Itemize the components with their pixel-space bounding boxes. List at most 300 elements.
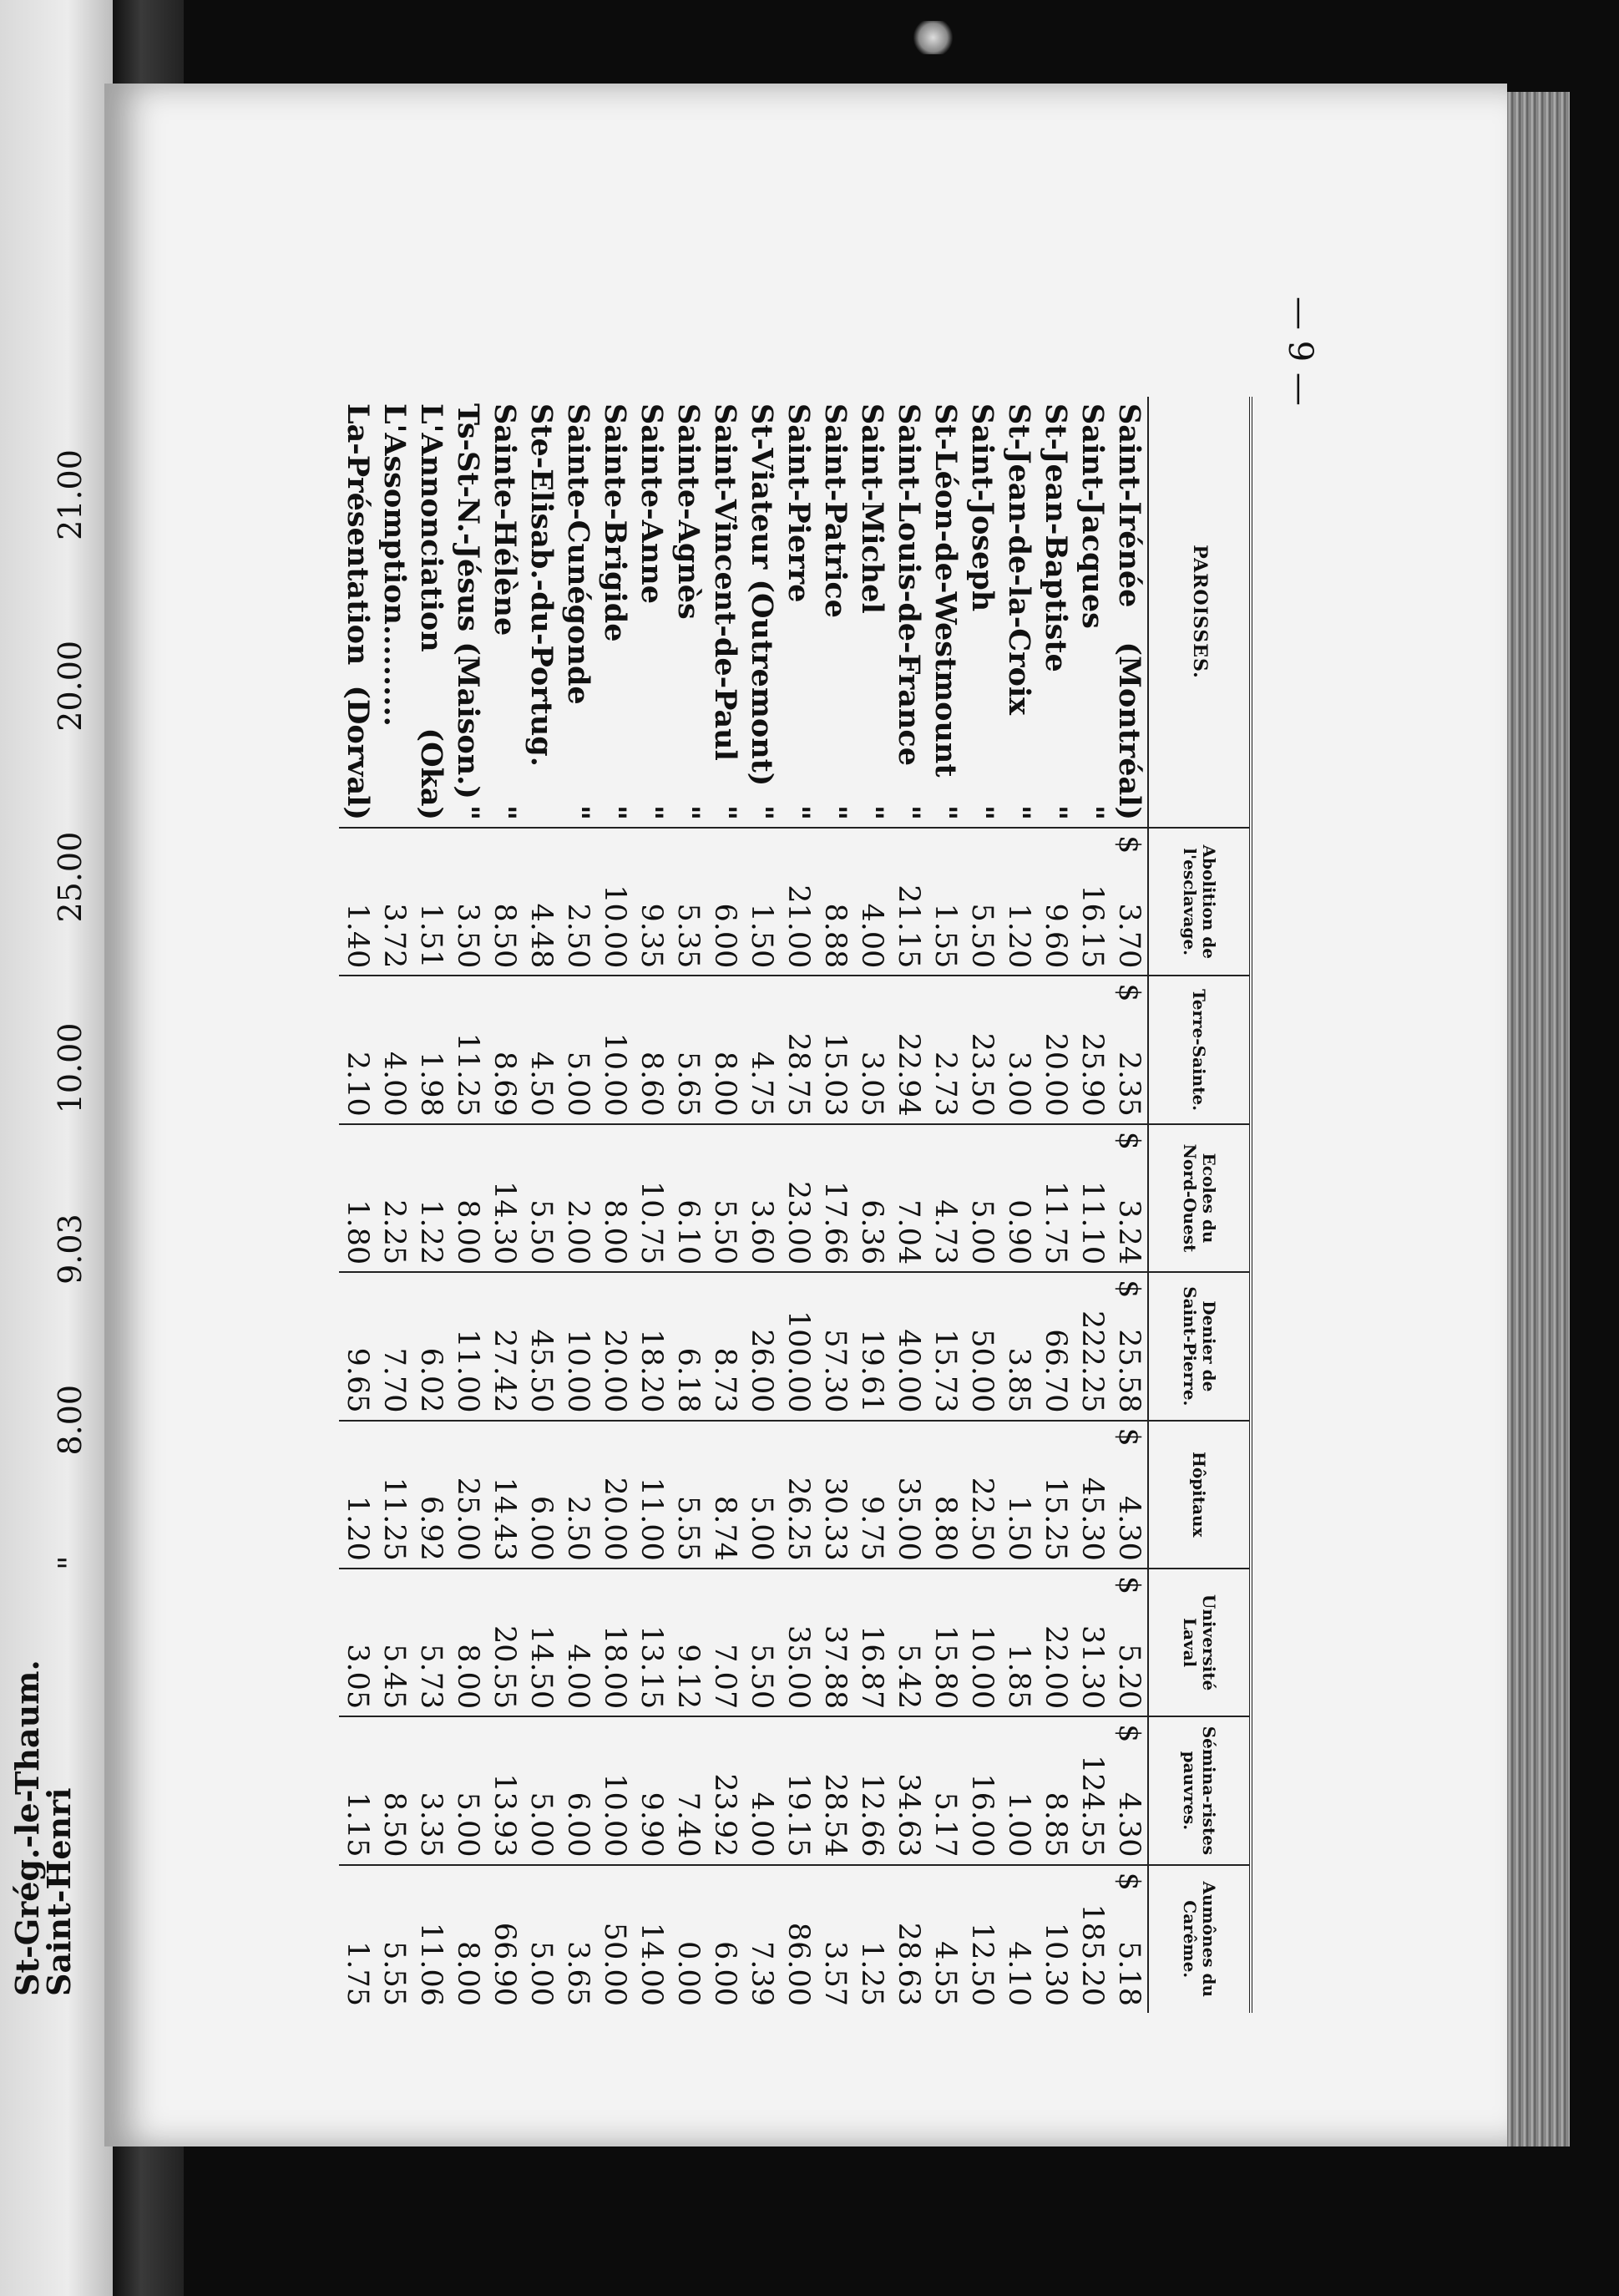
amount-value: 14.50 [524,1625,558,1710]
parish-cell [1037,397,1074,828]
amount-cell [412,828,449,976]
amount-cell [449,828,486,976]
amount-cell [1000,1716,1037,1864]
parish-cell [780,397,817,828]
amount-cell [743,828,780,976]
amount-cell [743,1124,780,1272]
amount-value: 17.66 [818,1180,852,1265]
amount-cell [376,1716,412,1864]
amount-cell [1037,1272,1074,1420]
amount-value: 4.50 [524,1051,558,1117]
parish-cell [1000,397,1037,828]
amount-cell [780,1272,817,1420]
amount-value: 5.65 [671,1051,705,1117]
amount-cell [853,1272,890,1420]
amount-value: 8.74 [708,1495,741,1561]
amount-value: 2.25 [377,1199,411,1265]
currency-symbol: $ [1112,1575,1146,1595]
table-row [1037,397,1074,2013]
amount-value: 22.00 [1039,1625,1072,1710]
amount-value: 14.00 [635,1922,668,2006]
currency-symbol: $ [1112,1427,1146,1447]
parish-cell [853,397,890,828]
currency-symbol: $ [1112,835,1146,854]
amount-cell [523,828,559,976]
amount-value: 50.00 [598,1922,631,2006]
amount-cell [1111,1272,1148,1420]
amount-value: 11.10 [1075,1180,1109,1265]
rotated-table-block [250,397,1252,2013]
amount-cell [633,828,670,976]
amount-cell [964,1865,1000,2013]
column-header: Aumônes du Carême. [1148,1865,1251,2013]
amount-cell [743,976,780,1123]
amount-cell [1111,976,1148,1123]
amount-cell [743,1272,780,1420]
amount-value: 10.00 [965,1625,999,1710]
amount-cell [890,976,927,1123]
amount-value: 21.00 [782,884,815,969]
parish-note: (Dorval) [341,685,375,821]
amount-cell [670,828,706,976]
previous-page-text [0,0,113,2296]
parish-cell [706,397,743,828]
amount-value: 1.75 [341,1941,374,2006]
currency-symbol: $ [1112,983,1146,1002]
amount-cell [1074,1124,1111,1272]
table-header-row [1148,397,1251,2013]
amount-cell [633,1569,670,1716]
parish-note: " [745,804,779,821]
amount-cell [1000,976,1037,1123]
amount-value: 4.48 [524,903,558,969]
amount-value: 6.00 [708,903,741,969]
parish-name: La-Présentation [341,403,375,666]
amount-value: 10.30 [1039,1922,1072,2006]
amount-cell [817,1716,853,1864]
amount-value: 6.92 [414,1495,448,1561]
page-number: — 9 — [1281,297,1319,406]
amount-cell [817,1569,853,1716]
amount-cell [706,1421,743,1569]
amount-value: 5.17 [928,1792,962,1858]
amount-cell [1037,1421,1074,1569]
amount-cell [633,1716,670,1864]
table-row [743,397,780,2013]
amount-cell [559,976,596,1123]
amount-cell [964,1124,1000,1272]
amount-cell [1074,1421,1111,1569]
amount-cell [339,1865,376,2013]
amount-value: 11.75 [1039,1180,1072,1265]
amount-value: 40.00 [892,1329,925,1413]
amount-cell [1111,828,1148,976]
amount-value: 100.00 [782,1310,815,1413]
amount-cell [670,1421,706,1569]
amount-cell [596,1124,633,1272]
amount-value: 18.20 [635,1329,668,1413]
amount-value: 3.85 [1002,1347,1035,1413]
amount-cell [1000,1124,1037,1272]
amount-cell [1111,1421,1148,1569]
amount-cell [853,1569,890,1716]
amount-value: 3.65 [561,1941,594,2006]
amount-value: 5.55 [377,1941,411,2006]
amount-cell [339,1421,376,1569]
parish-cell [1111,397,1148,828]
amount-value: 8.88 [818,903,852,969]
amount-value: 23.00 [782,1180,815,1265]
amount-value: 13.93 [488,1773,521,1858]
parish-note: " [928,804,963,821]
amount-cell [927,1865,964,2013]
amount-value: 1.22 [414,1199,448,1265]
amount-cell [670,1272,706,1420]
parish-name: Ts-St-N.-Jésus (Maison.) [451,403,485,799]
parish-name: Sainte-Cunégonde [561,403,595,705]
parish-note: " [965,804,999,821]
amount-cell [1037,976,1074,1123]
amount-value: 1.00 [1002,1792,1035,1858]
amount-value: 4.30 [1112,1495,1146,1561]
amount-cell [596,1569,633,1716]
amount-value: 5.35 [671,903,705,969]
amount-value: 21.15 [892,884,925,969]
amount-cell [706,1569,743,1716]
amount-value: 22.50 [965,1477,999,1561]
amount-value: 3.35 [414,1792,448,1858]
amount-cell [890,1865,927,2013]
parish-note: " [892,804,926,821]
amount-cell [1000,1569,1037,1716]
amount-value: 5.00 [524,1941,558,2006]
amount-value: 5.42 [892,1644,925,1710]
amount-cell [670,976,706,1123]
amount-cell [339,976,376,1123]
amount-cell [412,1124,449,1272]
parish-name: Sainte-Agnès [671,403,706,620]
amount-value: 3.72 [377,903,411,969]
amount-cell [1037,1716,1074,1864]
amount-cell [780,1124,817,1272]
amount-value: 11.25 [377,1477,411,1561]
amount-value: 1.25 [855,1941,888,2006]
table-row [817,397,853,2013]
amount-cell [817,1124,853,1272]
amount-cell [412,976,449,1123]
table-row [559,397,596,2013]
amount-value: 10.75 [635,1180,668,1265]
parish-name: Saint-Jacques [1075,403,1110,629]
amount-value: 5.00 [965,1199,999,1265]
amount-value: 3.60 [745,1199,778,1265]
table-row [670,397,706,2013]
amount-value: 5.50 [745,1644,778,1710]
amount-value: 14.30 [488,1180,521,1265]
amount-cell [486,1421,523,1569]
column-header: Denier de Saint-Pierre. [1148,1272,1251,1420]
amount-cell [964,1569,1000,1716]
parish-name: Saint-Irénée [1112,403,1146,608]
amount-value: 3.50 [451,903,484,969]
amount-value: 11.06 [414,1922,448,2006]
amount-cell [559,1421,596,1569]
amount-value: 15.73 [928,1329,962,1413]
table-row [964,397,1000,2013]
amount-value: 66.70 [1039,1329,1072,1413]
amount-value: 22.94 [892,1032,925,1117]
table-row [523,397,559,2013]
amount-cell [339,1569,376,1716]
amount-value: 26.25 [782,1477,815,1561]
amount-value: 20.00 [598,1477,631,1561]
amount-cell [559,1569,596,1716]
previous-page-values: "8.009.0310.0025.0020.0021.00 [52,449,89,1570]
amount-cell [523,1865,559,2013]
table-row [486,397,523,2013]
amount-cell [890,828,927,976]
amount-cell [633,1865,670,2013]
amount-cell [927,1272,964,1420]
amount-cell [1111,1124,1148,1272]
parish-name: Saint-Joseph [965,403,999,612]
amount-value: 1.51 [414,903,448,969]
amount-value: 3.05 [341,1644,374,1710]
amount-value: 13.15 [635,1625,668,1710]
table-row [412,397,449,2013]
amount-value: 57.30 [818,1329,852,1413]
amount-value: 28.75 [782,1032,815,1117]
amount-cell [412,1716,449,1864]
amount-cell [339,1272,376,1420]
amount-value: 5.00 [745,1495,778,1561]
amount-cell [1000,1272,1037,1420]
amount-value: 1.55 [928,903,962,969]
amount-cell [927,828,964,976]
amount-value: 15.03 [818,1032,852,1117]
parish-name: Saint-Louis-de-France [892,403,926,766]
amount-value: 16.87 [855,1625,888,1710]
amount-value: 20.00 [1039,1032,1072,1117]
amount-value: 4.00 [855,903,888,969]
amount-value: 1.40 [341,903,374,969]
amount-value: 10.00 [598,1032,631,1117]
parish-note: " [782,804,816,821]
amount-cell [706,976,743,1123]
parish-note: (Oka) [414,727,448,821]
amount-value: 5.55 [671,1495,705,1561]
amount-cell [486,1716,523,1864]
amount-value: 19.15 [782,1773,815,1858]
parish-cell [449,397,486,828]
amount-value: 8.60 [635,1051,668,1117]
amount-value: 3.57 [818,1941,852,2006]
amount-value: 1.98 [414,1051,448,1117]
amount-cell [817,1421,853,1569]
amount-cell [853,1124,890,1272]
amount-value: 9.35 [635,903,668,969]
amount-value: 185.20 [1075,1903,1109,2006]
amount-cell [927,976,964,1123]
amount-value: 7.39 [745,1941,778,2006]
amount-cell [927,1569,964,1716]
parish-name: St-Jean-de-la-Croix [1002,403,1036,716]
amount-value: 2.50 [561,903,594,969]
amount-cell [596,1272,633,1420]
table-row [927,397,964,2013]
amount-value: 12.50 [965,1922,999,2006]
amount-value: 5.00 [451,1792,484,1858]
amount-value: 6.00 [524,1495,558,1561]
amount-cell [890,1124,927,1272]
column-header: Abolition de l'esclavage. [1148,828,1251,976]
amount-value: 28.63 [892,1922,925,2006]
amount-value: 66.90 [488,1922,521,2006]
amount-value: 25.58 [1112,1329,1146,1413]
amount-value: 23.50 [965,1032,999,1117]
amount-cell [853,1865,890,2013]
amount-cell [486,1865,523,2013]
amount-value: 5.20 [1112,1644,1146,1710]
parish-name: Saint-Michel [855,403,889,614]
amount-cell [890,1272,927,1420]
amount-value: 7.07 [708,1644,741,1710]
amount-value: 19.61 [855,1329,888,1413]
parish-note: " [598,804,632,821]
amount-cell [633,976,670,1123]
amount-cell [486,976,523,1123]
amount-cell [853,1421,890,1569]
amount-cell [1000,1421,1037,1569]
amount-value: 9.12 [671,1644,705,1710]
amount-cell [412,1272,449,1420]
amount-cell [706,828,743,976]
amount-value: 34.63 [892,1773,925,1858]
amount-value: 8.00 [451,1941,484,2006]
amount-value: 11.00 [635,1477,668,1561]
amount-value: 10.00 [598,1773,631,1858]
parish-cell [670,397,706,828]
amount-cell [596,1865,633,2013]
amount-value: 4.30 [1112,1792,1146,1858]
amount-value: 5.45 [377,1644,411,1710]
amount-value: 1.20 [341,1495,374,1561]
amount-value: 4.00 [561,1644,594,1710]
amount-cell [449,1421,486,1569]
amount-value: 9.75 [855,1495,888,1561]
amount-cell [817,976,853,1123]
amount-cell [964,1272,1000,1420]
parish-cell [890,397,927,828]
amount-value: 4.00 [745,1792,778,1858]
amount-value: 8.00 [451,1644,484,1710]
amount-value: 35.00 [892,1477,925,1561]
table-row [853,397,890,2013]
parish-name: St-Viateur (Outremont) [745,403,779,787]
amount-value: 8.00 [708,1051,741,1117]
amount-cell [523,1421,559,1569]
amount-cell [743,1716,780,1864]
parish-note: " [1075,804,1110,821]
amount-cell [743,1569,780,1716]
parish-note: " [708,804,742,821]
amount-value: 30.33 [818,1477,852,1561]
parish-name: Saint-Patrice [818,403,853,618]
amount-cell [890,1421,927,1569]
amount-value: 37.88 [818,1625,852,1710]
parish-note: " [451,804,485,821]
amount-cell [817,1272,853,1420]
table-row [596,397,633,2013]
amount-cell [1111,1569,1148,1716]
parish-note: " [561,804,595,821]
amount-cell [706,1124,743,1272]
amount-cell [523,1569,559,1716]
amount-cell [449,1569,486,1716]
currency-symbol: $ [1112,1131,1146,1151]
amount-value: 124.55 [1075,1755,1109,1858]
table-row [376,397,412,2013]
amount-cell [1000,828,1037,976]
parish-note: " [1002,804,1036,821]
table-row [339,397,376,2013]
collections-table [339,397,1252,2013]
amount-cell [780,1569,817,1716]
table-row [890,397,927,2013]
amount-cell [486,828,523,976]
amount-cell [964,1421,1000,1569]
amount-cell [596,1421,633,1569]
amount-cell [927,1421,964,1569]
amount-value: 2.50 [561,1495,594,1561]
amount-value: 5.18 [1112,1941,1146,2006]
parish-name: Sainte-Hélène [488,403,522,636]
amount-cell [780,1865,817,2013]
amount-cell [817,828,853,976]
amount-cell [780,1421,817,1569]
amount-value: 8.00 [451,1199,484,1265]
amount-value: 8.50 [488,903,521,969]
amount-value: 0.00 [671,1941,705,2006]
previous-page-line: Saint-Henri [40,1787,78,1996]
amount-cell [927,1124,964,1272]
amount-value: 4.75 [745,1051,778,1117]
currency-symbol: $ [1112,1724,1146,1743]
amount-value: 2.10 [341,1051,374,1117]
amount-value: 2.35 [1112,1051,1146,1117]
amount-cell [339,1716,376,1864]
parish-name: Sainte-Brigide [598,403,632,642]
amount-cell [1074,1865,1111,2013]
amount-cell [1037,1124,1074,1272]
amount-cell [890,1569,927,1716]
table-row [706,397,743,2013]
amount-cell [486,1124,523,1272]
amount-value: 5.00 [561,1051,594,1117]
amount-cell [596,1716,633,1864]
amount-cell [706,1865,743,2013]
scan-dust-mark [910,21,956,54]
parish-note: " [488,804,522,821]
amount-cell [1111,1865,1148,2013]
amount-cell [486,1272,523,1420]
amount-cell [706,1272,743,1420]
parish-name: St-Jean-Baptiste [1039,403,1073,672]
amount-value: 4.00 [377,1051,411,1117]
parish-cell [817,397,853,828]
amount-value: 7.40 [671,1792,705,1858]
parish-name: St-Léon-de-Westmount [928,403,963,778]
